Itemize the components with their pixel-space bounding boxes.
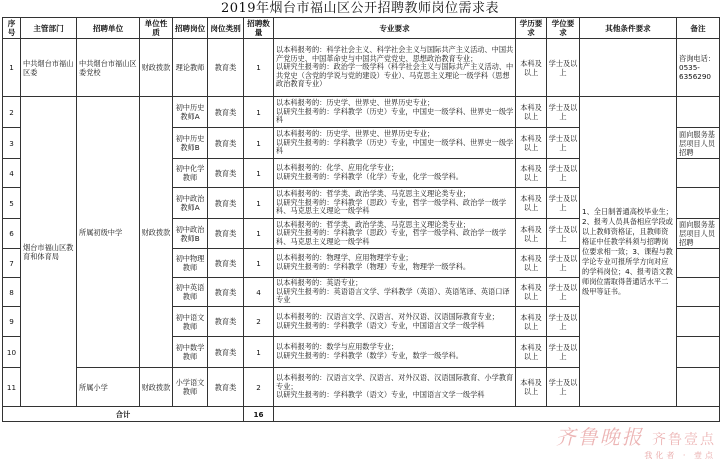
cell-edu: 本科及以上 <box>516 307 547 337</box>
cell-note <box>677 337 720 368</box>
header-nature: 单位性质 <box>140 18 173 39</box>
header-major: 专业要求 <box>274 18 516 39</box>
cell-major: 以本科报考的：汉语言文学、汉语言、对外汉语、汉语国际教育专业； 以研究生报考的：学科教学（语文）专业，中国语言文学一级学科 <box>274 307 516 337</box>
cell-note: 面向服务基层项目人员招聘 <box>677 128 720 159</box>
cell-category: 教育类 <box>208 188 244 219</box>
cell-post: 初中历史教师A <box>173 97 208 128</box>
cell-nature: 财政拨款 <box>140 39 173 97</box>
cell-degree: 学士及以上 <box>547 249 580 278</box>
cell-seq: 1 <box>3 39 21 97</box>
cell-seq: 7 <box>3 249 21 278</box>
cell-unit: 所属小学 <box>77 368 140 407</box>
cell-note <box>677 249 720 278</box>
cell-major: 以本科报考的：化学、应用化学专业； 以研究生报考的：学科教学（化学）专业，化学一级学科。 <box>274 159 516 188</box>
cell-note <box>677 307 720 337</box>
cell-major: 以本科报考的：历史学、世界史、世界历史专业； 以研究生报考的：学科教学（历史）专业，中国史一级学科、世界史一级学科 <box>274 128 516 159</box>
cell-post: 初中英语教师 <box>173 278 208 307</box>
cell-edu: 本科及以上 <box>516 97 547 128</box>
header-row <box>3 18 720 39</box>
cell-edu: 本科及以上 <box>516 188 547 219</box>
cell-count: 1 <box>244 219 274 249</box>
cell-note <box>677 97 720 128</box>
watermark-logo <box>556 421 716 461</box>
cell-post: 初中化学教师 <box>173 159 208 188</box>
cell-dept: 中共烟台市福山区委 <box>21 39 77 97</box>
cell-post: 初中语文教师 <box>173 307 208 337</box>
cell-other-conditions: 1、全日制普通高校毕业生；2、报考人员具备相应学段或以上教师资格证，且教师资格证中任教学科须与招聘岗位要求相一致；3、课程与教学论专业可报所学方向对应的学科岗位；4、报考语文教师岗位需取得普通话水平二级甲等证书。 <box>580 97 677 407</box>
header-other: 其他条件要求 <box>580 18 677 39</box>
watermark-brand: 齐鲁壹点 <box>652 432 716 448</box>
cell-count: 1 <box>244 128 274 159</box>
cell-major: 以本科报考的：英语专业； 以研究生报考的：英语语言文学、学科教学（英语）、英语笔译、英语口译专业 <box>274 278 516 307</box>
cell-post: 初中数学教师 <box>173 337 208 368</box>
cell-seq: 4 <box>3 159 21 188</box>
cell-edu: 本科及以上 <box>516 368 547 407</box>
cell-unit-group: 所属初级中学 <box>77 97 140 368</box>
cell-degree: 学士及以上 <box>547 307 580 337</box>
cell-edu: 本科及以上 <box>516 278 547 307</box>
cell-note: 面向服务基层项目人员招聘 <box>677 219 720 249</box>
cell-count: 2 <box>244 307 274 337</box>
page-title: 2019年烟台市福山区公开招聘教师岗位需求表 <box>220 1 500 16</box>
cell-count: 1 <box>244 249 274 278</box>
cell-category: 教育类 <box>208 159 244 188</box>
header-edu: 学历要求 <box>516 18 547 39</box>
cell-seq: 2 <box>3 97 21 128</box>
cell-degree: 学士及以上 <box>547 97 580 128</box>
header-category: 岗位类别 <box>208 18 244 39</box>
cell-post: 初中历史教师B <box>173 128 208 159</box>
cell-seq: 11 <box>3 368 21 407</box>
cell-category: 教育类 <box>208 337 244 368</box>
cell-major: 以本科报考的：哲学类、政治学类、马克思主义理论类专业； 以研究生报考的：学科教学（思政）专业，哲学一级学科、政治学一级学科、马克思主义理论一级学科 <box>274 219 516 249</box>
total-empty <box>274 407 720 422</box>
cell-category: 教育类 <box>208 278 244 307</box>
cell-category: 教育类 <box>208 249 244 278</box>
cell-other <box>580 39 677 97</box>
cell-post: 小学语文教师 <box>173 368 208 407</box>
cell-note: 咨询电话：0535-6356290 <box>677 39 720 97</box>
cell-count: 1 <box>244 97 274 128</box>
cell-degree: 学士及以上 <box>547 337 580 368</box>
cell-degree: 学士及以上 <box>547 219 580 249</box>
cell-edu: 本科及以上 <box>516 159 547 188</box>
cell-category: 教育类 <box>208 128 244 159</box>
cell-category: 教育类 <box>208 307 244 337</box>
cell-major: 以本科报考的：汉语言文学、汉语言、对外汉语、汉语国际教育、小学教育专业； 以研究生报考的：学科教学（语文）专业，中国语言文学一级学科 <box>274 368 516 407</box>
cell-degree: 学士及以上 <box>547 368 580 407</box>
cell-note <box>677 159 720 188</box>
total-row <box>3 407 720 422</box>
header-post: 招聘岗位 <box>173 18 208 39</box>
cell-edu: 本科及以上 <box>516 39 547 97</box>
cell-edu: 本科及以上 <box>516 128 547 159</box>
header-degree: 学位要求 <box>547 18 580 39</box>
header-unit: 招聘单位 <box>77 18 140 39</box>
watermark-main: 齐鲁晚报 <box>555 425 644 449</box>
cell-edu: 本科及以上 <box>516 337 547 368</box>
header-seq: 序号 <box>3 18 21 39</box>
cell-post: 初中政治教师B <box>173 219 208 249</box>
cell-category: 教育类 <box>208 39 244 97</box>
header-dept: 主管部门 <box>21 18 77 39</box>
cell-seq: 10 <box>3 337 21 368</box>
cell-degree: 学士及以上 <box>547 39 580 97</box>
cell-seq: 5 <box>3 188 21 219</box>
recruitment-table <box>2 17 720 422</box>
cell-degree: 学士及以上 <box>547 159 580 188</box>
cell-post: 理论教师 <box>173 39 208 97</box>
cell-note <box>677 188 720 219</box>
cell-seq: 8 <box>3 278 21 307</box>
cell-count: 1 <box>244 159 274 188</box>
cell-degree: 学士及以上 <box>547 128 580 159</box>
cell-nature-group: 财政拨款 <box>140 97 173 368</box>
cell-count: 1 <box>244 337 274 368</box>
cell-seq: 6 <box>3 219 21 249</box>
cell-seq: 9 <box>3 307 21 337</box>
total-label: 合计 <box>3 407 244 422</box>
cell-category: 教育类 <box>208 368 244 407</box>
cell-count: 4 <box>244 278 274 307</box>
cell-note <box>677 368 720 407</box>
cell-edu: 本科及以上 <box>516 219 547 249</box>
cell-category: 教育类 <box>208 97 244 128</box>
cell-major: 以本科报考的：科学社会主义、科学社会主义与国际共产主义活动、中国共产党历史、中国革命史与中国共产党党史、思想政治教育专业； 以研究生报考的：政治学一级学科（科学社会主义与国际共产主义活动、中共党史（含党的学说与党的建设）专业）、马克思主义理论一级学科（思想政治教育专业） <box>274 39 516 97</box>
cell-major: 以本科报考的：物理学、应用物理学专业； 以研究生报考的：学科教学（物理）专业，物理学一级学科。 <box>274 249 516 278</box>
table-row <box>3 39 720 97</box>
watermark-sub: 我化者 · 壹点 <box>644 451 716 460</box>
cell-major: 以本科报考的：哲学类、政治学类、马克思主义理论类专业； 以研究生报考的：学科教学（思政）专业，哲学一级学科、政治学一级学科、马克思主义理论一级学科 <box>274 188 516 219</box>
table-row <box>3 97 720 128</box>
cell-post: 初中物理教师 <box>173 249 208 278</box>
cell-count: 1 <box>244 39 274 97</box>
cell-unit: 中共烟台市福山区委党校 <box>77 39 140 97</box>
cell-major: 以本科报考的：数学与应用数学专业； 以研究生报考的：学科教学（数学）专业，数学一级学科。 <box>274 337 516 368</box>
cell-degree: 学士及以上 <box>547 188 580 219</box>
cell-category: 教育类 <box>208 219 244 249</box>
total-count: 16 <box>244 407 274 422</box>
cell-dept-group: 烟台市福山区教育和体育局 <box>21 97 77 407</box>
cell-post: 初中政治教师A <box>173 188 208 219</box>
cell-count: 2 <box>244 368 274 407</box>
cell-nature: 财政拨款 <box>140 368 173 407</box>
cell-seq: 3 <box>3 128 21 159</box>
cell-degree: 学士及以上 <box>547 278 580 307</box>
header-count: 招聘数量 <box>244 18 274 39</box>
cell-major: 以本科报考的：历史学、世界史、世界历史专业； 以研究生报考的：学科教学（历史）专业，中国史一级学科、世界史一级学科 <box>274 97 516 128</box>
cell-edu: 本科及以上 <box>516 249 547 278</box>
header-note: 备注 <box>677 18 720 39</box>
cell-note <box>677 278 720 307</box>
cell-count: 1 <box>244 188 274 219</box>
